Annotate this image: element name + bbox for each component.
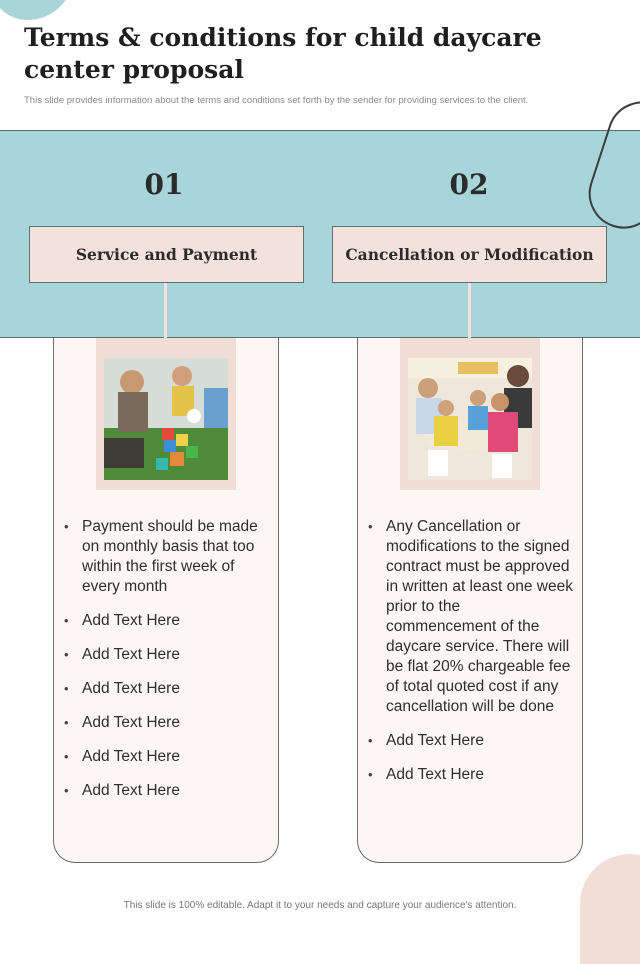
- column-2-connector: [468, 283, 471, 339]
- column-1-connector: [164, 283, 167, 339]
- list-item: • Any Cancellation or modifications to the signed contract must be approved in written at least one week prior to the commencement of the daycare service. There will be flat 20% chargeable fee of total quoted cost if any cancellation will be done: [368, 517, 573, 717]
- column-1-photo-frame: [96, 338, 236, 490]
- list-item: • Add Text Here: [64, 781, 269, 801]
- column-2-bullet-list: [368, 517, 573, 799]
- list-item: • Add Text Here: [64, 679, 269, 699]
- column-1-number: 01: [144, 168, 184, 201]
- decorative-blob-top: [0, 0, 74, 20]
- list-item: • Add Text Here: [64, 611, 269, 631]
- list-item: • Add Text Here: [64, 713, 269, 733]
- column-2-number: 02: [449, 168, 489, 201]
- column-2-photo-frame: [400, 338, 540, 490]
- list-item: • Add Text Here: [368, 765, 573, 785]
- children-at-table-with-teacher-photo: [408, 358, 532, 480]
- page-title: Terms & conditions for child daycare center proposal: [24, 23, 542, 84]
- list-item: • Add Text Here: [368, 731, 573, 751]
- list-item: • Add Text Here: [64, 747, 269, 767]
- column-1-bullet-list: [64, 517, 269, 815]
- list-item: • Add Text Here: [64, 645, 269, 665]
- column-1-heading: Service and Payment: [29, 226, 304, 283]
- footer-note: This slide is 100% editable. Adapt it to your needs and capture your audience's attention.: [123, 900, 517, 911]
- column-2-heading: Cancellation or Modification: [332, 226, 607, 283]
- page-subtitle: This slide provides information about the terms and conditions set forth by the sender for providing services to the client.: [24, 95, 529, 106]
- list-item: • Payment should be made on monthly basis that too within the first week of every month: [64, 517, 269, 597]
- children-playing-with-blocks-photo: [104, 358, 228, 480]
